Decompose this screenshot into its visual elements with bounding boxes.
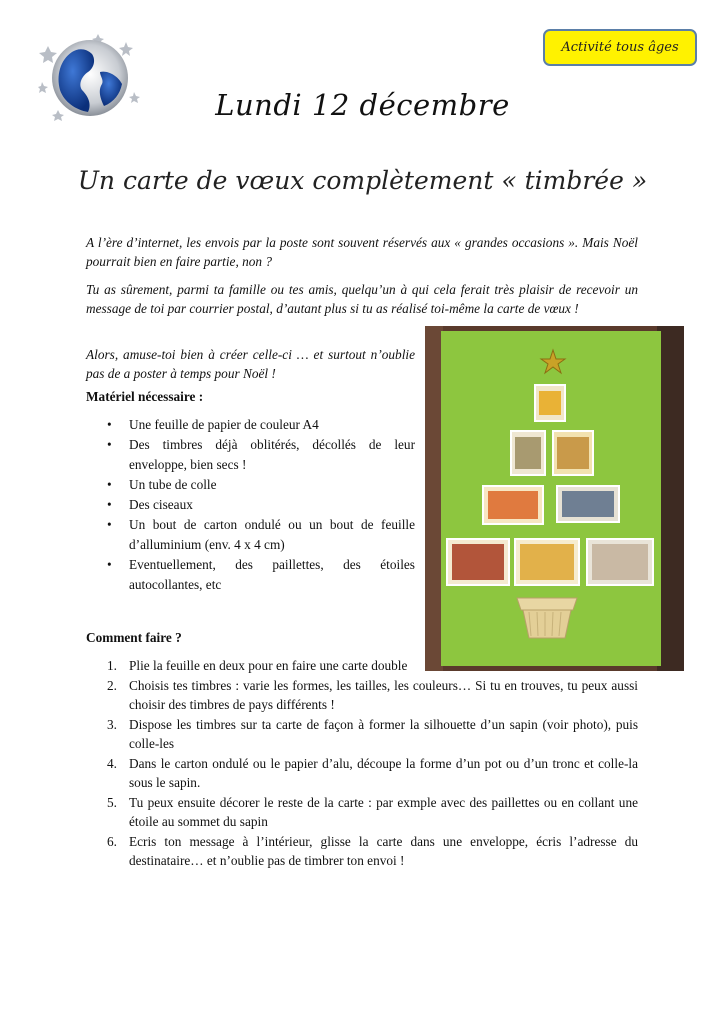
- step-text: Choisis tes timbres : varie les formes, les tailles, les couleurs… Si tu en trouves, tu peux aussi choisir des timbres de pays différents !: [129, 677, 638, 712]
- page-title: Un carte de vœux complètement « timbrée »: [77, 166, 648, 195]
- steps-heading: Comment faire ?: [86, 630, 182, 645]
- step-number: 1.: [107, 658, 117, 673]
- materials-heading: Matériel nécessaire :: [86, 389, 204, 404]
- step-text: Ecris ton message à l’intérieur, glisse la carte dans une enveloppe, écris l’adresse du destinataire… et n’oublie pas de timbrer ton envoi !: [129, 833, 638, 868]
- list-item: • Un tube de colle: [107, 475, 415, 495]
- intro-paragraph-2: Tu as sûrement, parmi ta famille ou tes amis, quelqu’un à qui cela ferait très plaisir de recevoir un message de toi par courrier postal, d’autant plus si tu as réalisé toi-même la carte de vœux !: [86, 282, 638, 316]
- step-item: [107, 832, 638, 871]
- list-item: • Des ciseaux: [107, 495, 415, 515]
- date-title: Lundi 12 décembre: [215, 88, 510, 122]
- steps-list: [107, 656, 638, 871]
- activity-badge: Activité tous âges: [543, 29, 697, 66]
- step-number: 5.: [107, 794, 117, 810]
- card-photo: [425, 326, 684, 671]
- step-item: [107, 656, 415, 676]
- list-item: • Une feuille de papier de couleur A4: [107, 415, 415, 435]
- list-item: • Un bout de carton ondulé ou un bout de feuille d’alluminium (env. 4 x 4 cm): [107, 515, 415, 555]
- step-number: 4.: [107, 755, 117, 771]
- step-number: 2.: [107, 677, 117, 693]
- step-text: Dans le carton ondulé ou le papier d’alu, découpe la forme d’un pot ou d’un tronc et colle-la sous le sapin.: [129, 755, 638, 790]
- list-item: • Eventuellement, des paillettes, des étoiles autocollantes, etc: [107, 555, 415, 595]
- step-item: [107, 715, 638, 754]
- intro-paragraph-3: Alors, amuse-toi bien à créer celle-ci … et surtout n’oublie pas de a poster à temps pour Noël !: [86, 347, 415, 381]
- step-text: Plie la feuille en deux pour en faire une carte double: [129, 658, 408, 673]
- step-item: [107, 676, 638, 715]
- step-item: [107, 793, 638, 832]
- materials-list: [107, 415, 415, 595]
- step-number: 6.: [107, 833, 117, 849]
- step-number: 3.: [107, 716, 117, 732]
- step-text: Tu peux ensuite décorer le reste de la carte : par exmple avec des paillettes ou en collant une étoile au sommet du sapin: [129, 794, 638, 829]
- step-item: [107, 754, 638, 793]
- step-text: Dispose les timbres sur ta carte de façon à former la silhouette d’un sapin (voir photo), puis colle-les: [129, 716, 638, 751]
- list-item: • Des timbres déjà oblitérés, décollés de leur enveloppe, bien secs !: [107, 435, 415, 475]
- intro-paragraph-1: A l’ère d’internet, les envois par la poste sont souvent réservés aux « grandes occasions ». Mais Noël pourrait bien en faire partie, non ?: [86, 235, 638, 269]
